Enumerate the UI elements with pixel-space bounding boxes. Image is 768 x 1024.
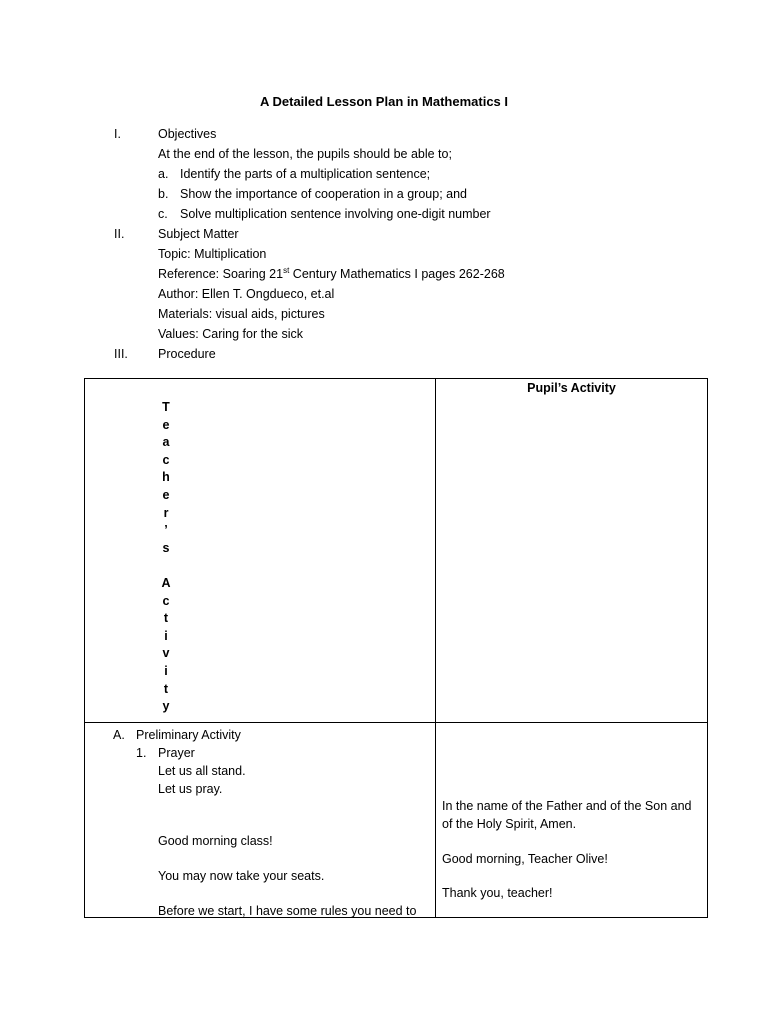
header-letter: A [161, 575, 171, 590]
author-line: Author: Ellen T. Ongdueco, et.al [158, 287, 335, 301]
reference-superscript: st [283, 265, 290, 275]
pupil-line: In the name of the Father and of the Son and [442, 799, 692, 813]
header-letter: t [163, 611, 169, 626]
values-line: Values: Caring for the sick [158, 327, 303, 341]
subject-matter-heading: Subject Matter [158, 227, 239, 241]
table-header-row [85, 379, 708, 723]
section-title: Preliminary Activity [136, 728, 241, 742]
pupil-activity-cell [436, 723, 708, 918]
header-letter: e [162, 487, 170, 502]
materials-line: Materials: visual aids, pictures [158, 307, 325, 321]
header-letter: c [162, 452, 170, 467]
objectives-numeral: I. [114, 127, 121, 141]
procedure-heading: Procedure [158, 347, 216, 361]
header-letter: v [162, 646, 170, 661]
objective-marker-c: c. [158, 207, 168, 221]
header-letter: s [162, 540, 170, 555]
header-letter: ’ [164, 523, 168, 538]
teacher-line: Before we start, I have some rules you need to [158, 904, 417, 918]
reference-suffix: Century Mathematics I pages 262-268 [289, 267, 505, 281]
header-letter: t [163, 681, 169, 696]
objectives-intro: At the end of the lesson, the pupils should be able to; [158, 147, 452, 161]
document-title: A Detailed Lesson Plan in Mathematics I [259, 94, 509, 109]
procedure-table [84, 378, 708, 918]
teacher-activity-cell [85, 723, 436, 918]
topic-line: Topic: Multiplication [158, 247, 267, 261]
table-row [85, 723, 708, 918]
objectives-heading: Objectives [158, 127, 217, 141]
header-letter: e [162, 417, 170, 432]
teacher-activity-header [85, 379, 436, 723]
sub-title: Prayer [158, 746, 195, 760]
objective-item-b: Show the importance of cooperation in a group; and [180, 187, 467, 201]
teacher-activity-vertical-label [159, 399, 173, 716]
header-letter: c [162, 593, 170, 608]
reference-prefix: Reference: Soaring 21 [158, 267, 284, 281]
objective-item-c: Solve multiplication sentence involving one-digit number [180, 207, 491, 221]
sub-marker: 1. [136, 746, 147, 760]
header-letter: T [162, 400, 170, 414]
header-letter: r [163, 505, 169, 520]
pupil-activity-header: Pupil’s Activity [436, 379, 708, 723]
objective-marker-a: a. [158, 167, 169, 181]
header-letter: i [164, 663, 168, 678]
objective-marker-b: b. [158, 187, 169, 201]
header-letter: a [162, 435, 170, 450]
teacher-line: You may now take your seats. [158, 869, 325, 883]
teacher-line: Good morning class! [158, 834, 273, 848]
section-marker: A. [113, 728, 125, 742]
header-letter: h [162, 470, 170, 485]
reference-line [158, 266, 505, 282]
header-letter [159, 557, 173, 575]
objective-item-a: Identify the parts of a multiplication sentence; [180, 167, 431, 181]
pupil-line: Good morning, Teacher Olive! [442, 852, 608, 866]
subject-matter-numeral: II. [114, 227, 125, 241]
pupil-line: Thank you, teacher! [442, 886, 553, 900]
pupil-line: of the Holy Spirit, Amen. [442, 817, 577, 831]
procedure-numeral: III. [114, 347, 128, 361]
header-letter: i [164, 628, 168, 643]
teacher-line: Let us all stand. [158, 764, 246, 778]
teacher-line: Let us pray. [158, 782, 223, 796]
header-letter: y [162, 699, 170, 714]
